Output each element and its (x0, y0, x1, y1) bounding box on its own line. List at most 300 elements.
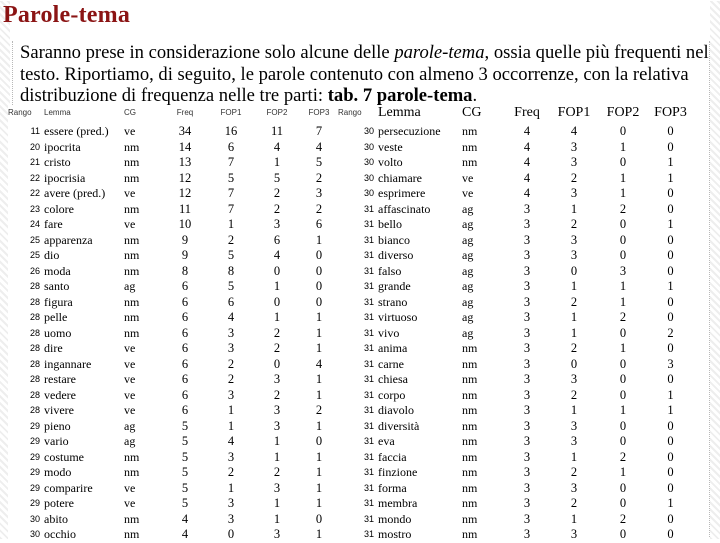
cell-fop2: 1 (619, 403, 627, 417)
cell-fop1: 4 (570, 124, 578, 138)
cell-rango: 28 (29, 389, 40, 400)
cell-lemma: eva (378, 434, 395, 448)
left-header-freq: Freq (176, 108, 194, 117)
cell-freq: 6 (181, 372, 189, 386)
cell-fop2: 1 (273, 449, 281, 464)
cell-rango: 25 (29, 250, 40, 260)
cell-freq: 12 (178, 170, 192, 185)
table-row (338, 481, 693, 497)
cell-fop1: 7 (227, 201, 235, 216)
cell-lemma: chiamare (378, 170, 422, 185)
cell-fop3: 5 (315, 155, 323, 169)
cell-fop2: 2 (273, 201, 281, 216)
table-row (8, 171, 338, 187)
cell-fop3: 1 (315, 418, 323, 433)
table-row (338, 264, 693, 280)
cell-fop2: 5 (273, 170, 281, 185)
cell-cg: ve (124, 496, 136, 510)
cell-freq: 3 (523, 325, 531, 340)
cell-cg: ve (462, 170, 474, 185)
cell-cg: nm (124, 294, 140, 309)
cell-fop1: 3 (227, 341, 235, 355)
cell-fop1: 1 (570, 310, 578, 324)
cell-lemma: grande (378, 279, 411, 293)
cell-rango: 30 (29, 513, 40, 524)
cell-fop2: 1 (619, 139, 627, 154)
cell-fop3: 1 (667, 155, 674, 169)
cell-fop1: 3 (570, 480, 578, 495)
cell-cg: ve (124, 372, 136, 386)
intro-text-2: , ossia quelle più frequenti nel testo. Riportiamo, di seguito, le parole contenuto con almeno 3 occorrenze, con la relativa distribuzione di frequenza nelle tre parti: (20, 42, 709, 106)
table-row (338, 217, 693, 233)
cell-lemma: dire (44, 341, 63, 355)
cell-fop3: 0 (315, 511, 323, 526)
cell-freq: 4 (523, 186, 531, 200)
cell-cg: ag (124, 434, 136, 448)
cell-fop1: 1 (227, 217, 235, 231)
cell-fop1: 1 (570, 403, 578, 417)
cell-rango: 28 (29, 312, 40, 322)
cell-fop3: 0 (667, 310, 674, 324)
cell-lemma: avere (pred.) (44, 186, 106, 200)
table-row (338, 341, 693, 357)
right-header-cg: CG (462, 105, 482, 120)
cell-lemma: diavolo (378, 403, 414, 417)
cell-lemma: vario (44, 434, 69, 448)
cell-fop2: 1 (619, 341, 627, 355)
cell-fop3: 0 (667, 263, 674, 278)
cell-fop1: 3 (227, 511, 235, 526)
cell-fop3: 1 (315, 480, 323, 495)
table-row (338, 419, 693, 435)
cell-cg: ag (462, 248, 474, 262)
cell-freq: 5 (181, 496, 189, 510)
table-row (338, 295, 693, 311)
cell-lemma: corpo (378, 387, 406, 402)
cell-rango: 29 (29, 436, 40, 446)
cell-fop2: 1 (619, 170, 627, 185)
cell-rango: 31 (363, 296, 374, 307)
left-table-header (8, 106, 338, 124)
cell-fop1: 3 (570, 527, 578, 541)
cell-rango: 28 (29, 281, 40, 291)
cell-lemma: falso (378, 263, 402, 278)
cell-fop3: 1 (315, 372, 323, 386)
cell-fop1: 0 (570, 263, 578, 278)
cell-fop1: 3 (570, 139, 578, 154)
cell-cg: nm (462, 511, 478, 526)
cell-fop2: 0 (619, 232, 627, 247)
table-row (8, 295, 338, 311)
table-row (8, 124, 338, 140)
cell-freq: 3 (523, 511, 531, 526)
cell-fop1: 7 (227, 186, 235, 200)
table-row (338, 357, 693, 373)
cell-fop1: 2 (227, 356, 235, 371)
cell-rango: 31 (363, 451, 374, 462)
cell-cg: nm (124, 201, 140, 216)
table-row (338, 512, 693, 528)
cell-rango: 28 (29, 327, 40, 338)
cell-freq: 3 (523, 418, 531, 433)
cell-freq: 4 (181, 511, 189, 526)
cell-rango: 28 (29, 374, 40, 384)
cell-freq: 6 (181, 279, 189, 293)
table-row (338, 202, 693, 218)
cell-cg: ag (124, 418, 136, 433)
cell-fop2: 0 (619, 387, 627, 402)
cell-rango: 26 (29, 265, 40, 276)
cell-lemma: pelle (44, 310, 68, 324)
cell-rango: 31 (363, 482, 374, 493)
cell-fop3: 0 (315, 434, 323, 448)
cell-fop1: 1 (570, 449, 578, 464)
cell-fop1: 3 (570, 186, 578, 200)
cell-lemma: affascinato (378, 201, 431, 216)
cell-fop1: 1 (227, 418, 235, 433)
cell-lemma: mondo (378, 511, 412, 526)
cell-lemma: mostro (378, 527, 412, 541)
cell-cg: ve (462, 186, 474, 200)
table-row (8, 450, 338, 466)
table-row (338, 248, 693, 264)
table-row (338, 124, 693, 140)
cell-fop1: 1 (227, 403, 235, 417)
cell-lemma: ipocrisia (44, 170, 86, 185)
right-decor-stripe (710, 1, 720, 539)
cell-fop2: 0 (273, 294, 281, 309)
cell-rango: 25 (29, 234, 40, 245)
cell-cg: nm (462, 496, 478, 510)
cell-fop1: 2 (570, 217, 578, 231)
slide-title: Parole-tema (3, 2, 131, 28)
cell-fop3: 0 (667, 341, 674, 355)
cell-fop1: 5 (227, 170, 235, 185)
cell-fop3: 0 (667, 449, 674, 464)
cell-fop3: 2 (667, 325, 674, 340)
cell-fop1: 1 (570, 279, 578, 293)
right-dotted-rule (709, 41, 710, 537)
table-row (8, 140, 338, 156)
cell-rango: 31 (363, 358, 374, 369)
cell-rango: 22 (29, 188, 40, 198)
cell-fop3: 0 (667, 186, 674, 200)
left-header-lemma: Lemma (44, 108, 71, 117)
cell-fop2: 0 (619, 434, 627, 448)
cell-freq: 5 (181, 449, 189, 464)
cell-fop2: 1 (273, 434, 281, 448)
cell-fop2: 0 (619, 325, 627, 340)
cell-fop2: 0 (619, 356, 627, 371)
left-header-cg: CG (124, 108, 136, 117)
cell-fop3: 1 (667, 279, 674, 293)
cell-fop1: 2 (570, 170, 578, 185)
cell-freq: 3 (523, 294, 531, 309)
cell-cg: nm (462, 449, 478, 464)
cell-fop1: 1 (570, 325, 578, 340)
cell-fop3: 0 (667, 480, 674, 495)
cell-lemma: membra (378, 496, 418, 510)
cell-lemma: bianco (378, 232, 410, 247)
cell-fop2: 0 (619, 496, 627, 510)
cell-fop2: 1 (273, 511, 281, 526)
cell-fop2: 4 (273, 248, 281, 262)
cell-fop2: 0 (619, 155, 627, 169)
cell-rango: 22 (29, 172, 40, 183)
cell-fop1: 2 (570, 294, 578, 309)
cell-fop2: 11 (270, 124, 284, 138)
cell-freq: 13 (178, 155, 192, 169)
cell-lemma: finzione (378, 465, 418, 479)
cell-lemma: veste (378, 139, 403, 154)
cell-fop1: 2 (570, 387, 578, 402)
cell-fop3: 0 (667, 465, 674, 479)
cell-freq: 6 (181, 387, 189, 402)
cell-cg: nm (124, 263, 140, 278)
cell-lemma: chiesa (378, 372, 408, 386)
cell-cg: ag (462, 294, 474, 309)
cell-fop3: 1 (315, 232, 323, 247)
table-row (338, 233, 693, 249)
table-row (338, 372, 693, 388)
cell-fop2: 2 (273, 387, 281, 402)
cell-fop2: 0 (619, 124, 627, 138)
cell-rango: 30 (363, 141, 374, 152)
table-row (338, 171, 693, 187)
cell-lemma: moda (44, 263, 71, 278)
cell-fop2: 3 (273, 403, 281, 417)
table-row (8, 481, 338, 497)
cell-fop2: 1 (619, 294, 627, 309)
cell-fop2: 0 (273, 356, 281, 371)
cell-cg: nm (462, 341, 478, 355)
cell-rango: 30 (363, 126, 374, 136)
cell-fop1: 3 (570, 155, 578, 169)
cell-rango: 28 (29, 405, 40, 415)
cell-freq: 3 (523, 403, 531, 417)
cell-lemma: diversità (378, 418, 420, 433)
table-row (338, 279, 693, 295)
cell-lemma: faccia (378, 449, 407, 464)
table-row (8, 496, 338, 512)
cell-rango: 28 (29, 358, 40, 369)
cell-lemma: figura (44, 294, 73, 309)
cell-cg: ve (124, 341, 136, 355)
cell-freq: 12 (178, 186, 192, 200)
cell-freq: 3 (523, 372, 531, 386)
cell-freq: 4 (523, 124, 531, 138)
right-header-rango: Rango (338, 108, 362, 117)
left-header-fop2: FOP2 (266, 108, 288, 117)
cell-cg: nm (462, 434, 478, 448)
cell-freq: 3 (523, 387, 531, 402)
cell-rango: 31 (363, 529, 374, 539)
cell-fop1: 4 (227, 310, 235, 324)
cell-freq: 8 (181, 263, 189, 278)
cell-freq: 3 (523, 310, 531, 324)
table-row (338, 496, 693, 512)
cell-lemma: cristo (44, 155, 71, 169)
cell-freq: 9 (181, 248, 189, 262)
cell-fop2: 1 (273, 310, 281, 324)
cell-freq: 4 (523, 155, 531, 169)
cell-fop2: 1 (273, 279, 281, 293)
cell-fop2: 4 (273, 139, 281, 154)
table-row (338, 388, 693, 404)
table-row (338, 155, 693, 171)
table-row (8, 202, 338, 218)
cell-freq: 4 (523, 170, 531, 185)
cell-cg: nm (462, 403, 478, 417)
cell-cg: ve (124, 186, 136, 200)
cell-lemma: potere (44, 496, 74, 510)
cell-freq: 5 (181, 480, 189, 495)
cell-rango: 31 (363, 327, 374, 338)
cell-cg: nm (124, 232, 140, 247)
cell-rango: 31 (363, 467, 374, 477)
table-row (8, 155, 338, 171)
cell-cg: ve (124, 480, 136, 495)
cell-fop3: 3 (667, 356, 674, 371)
cell-fop1: 3 (570, 418, 578, 433)
cell-lemma: volto (378, 155, 403, 169)
cell-cg: ag (462, 279, 474, 293)
cell-fop1: 3 (227, 449, 235, 464)
cell-cg: nm (462, 527, 478, 541)
left-header-fop1: FOP1 (220, 108, 242, 117)
cell-fop2: 2 (273, 325, 281, 340)
cell-fop3: 1 (315, 341, 323, 355)
table-row (8, 419, 338, 435)
cell-lemma: essere (pred.) (44, 124, 109, 138)
cell-lemma: pieno (44, 418, 71, 433)
cell-lemma: carne (378, 356, 404, 371)
cell-fop2: 1 (273, 155, 281, 169)
cell-fop1: 5 (227, 279, 235, 293)
cell-fop3: 1 (315, 325, 323, 340)
cell-fop2: 3 (273, 480, 281, 495)
cell-rango: 31 (363, 513, 374, 524)
table-row (8, 248, 338, 264)
cell-lemma: dio (44, 248, 60, 262)
table-row (8, 527, 338, 543)
cell-cg: ve (124, 403, 136, 417)
cell-fop3: 0 (667, 434, 674, 448)
table-row (338, 465, 693, 481)
cell-rango: 31 (363, 498, 374, 508)
cell-fop1: 3 (570, 248, 578, 262)
table-row (338, 310, 693, 326)
cell-rango: 31 (363, 420, 374, 431)
cell-lemma: comparire (44, 480, 93, 495)
cell-freq: 3 (523, 465, 531, 479)
cell-freq: 3 (523, 201, 531, 216)
cell-fop1: 0 (570, 356, 578, 371)
cell-cg: nm (462, 387, 478, 402)
cell-freq: 4 (181, 527, 189, 541)
cell-fop3: 1 (315, 496, 323, 510)
cell-rango: 29 (29, 482, 40, 493)
cell-fop2: 2 (619, 310, 627, 324)
cell-cg: ag (462, 310, 474, 324)
cell-fop1: 8 (227, 263, 235, 278)
cell-fop2: 2 (619, 201, 627, 216)
intro-end: . (472, 85, 478, 106)
cell-lemma: fare (44, 217, 63, 231)
cell-fop1: 6 (227, 294, 235, 309)
table-row (8, 186, 338, 202)
table-row (8, 357, 338, 373)
cell-rango: 30 (363, 172, 374, 183)
cell-cg: nm (124, 248, 140, 262)
cell-lemma: modo (44, 465, 72, 479)
cell-cg: nm (124, 325, 140, 340)
cell-fop1: 3 (227, 496, 235, 510)
cell-lemma: bello (378, 217, 402, 231)
cell-lemma: forma (378, 480, 407, 495)
cell-fop3: 1 (315, 527, 323, 541)
cell-lemma: apparenza (44, 232, 93, 247)
cell-fop3: 6 (315, 217, 323, 231)
cell-fop3: 1 (315, 310, 323, 324)
cell-lemma: uomo (44, 325, 72, 340)
cell-freq: 6 (181, 294, 189, 309)
cell-fop3: 0 (315, 248, 323, 262)
cell-rango: 28 (29, 343, 40, 353)
cell-fop3: 4 (315, 139, 323, 154)
cell-cg: nm (124, 310, 140, 324)
cell-fop2: 1 (619, 465, 627, 479)
cell-lemma: abito (44, 511, 68, 526)
table-row (338, 186, 693, 202)
cell-rango: 31 (363, 203, 374, 214)
table-row (8, 217, 338, 233)
cell-fop3: 2 (315, 403, 323, 417)
left-table-body (8, 124, 338, 543)
cell-fop1: 0 (227, 527, 235, 541)
cell-freq: 3 (523, 248, 531, 262)
cell-fop2: 0 (619, 480, 627, 495)
cell-fop2: 0 (619, 217, 627, 231)
cell-lemma: vivere (44, 403, 74, 417)
cell-rango: 31 (363, 389, 374, 400)
table-row (8, 388, 338, 404)
cell-freq: 3 (523, 341, 531, 355)
table-row (338, 450, 693, 466)
cell-fop3: 0 (667, 294, 674, 309)
cell-freq: 5 (181, 434, 189, 448)
cell-fop1: 3 (227, 325, 235, 340)
cell-rango: 31 (363, 281, 374, 291)
table-row (8, 310, 338, 326)
cell-rango: 31 (363, 265, 374, 276)
cell-fop3: 0 (667, 418, 674, 433)
cell-fop1: 16 (224, 124, 238, 138)
cell-rango: 31 (363, 405, 374, 415)
cell-fop2: 2 (273, 465, 281, 479)
cell-fop2: 3 (273, 217, 281, 231)
cell-fop3: 0 (315, 279, 323, 293)
cell-fop3: 0 (667, 372, 674, 386)
table-row (338, 527, 693, 543)
cell-lemma: costume (44, 449, 84, 464)
cell-cg: nm (462, 480, 478, 495)
cell-cg: nm (124, 139, 140, 154)
cell-fop2: 3 (273, 527, 281, 541)
cell-lemma: vedere (44, 387, 76, 402)
table-row (338, 326, 693, 342)
cell-lemma: occhio (44, 527, 76, 541)
